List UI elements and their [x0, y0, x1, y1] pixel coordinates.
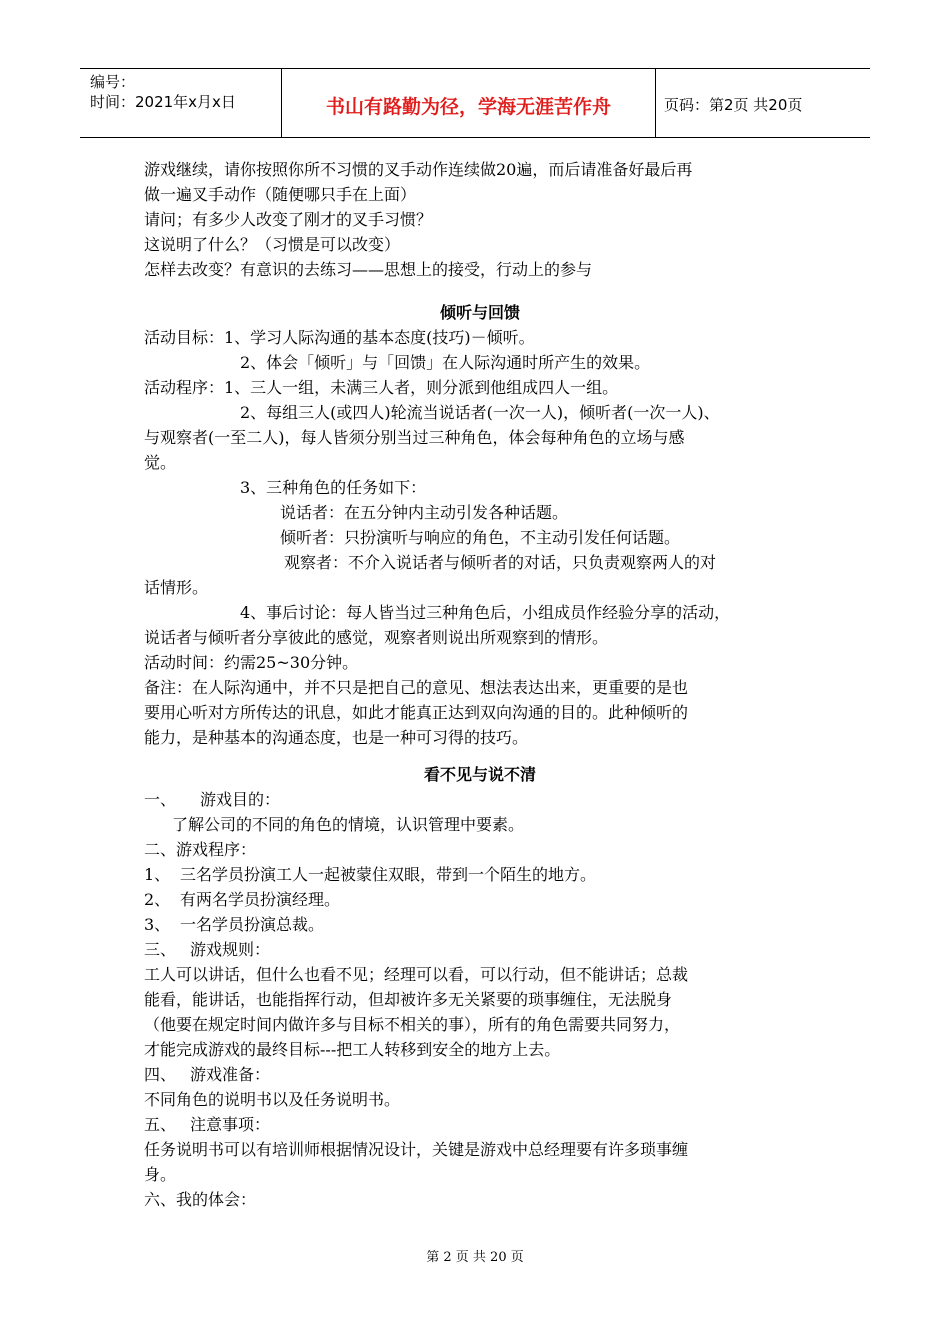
activity-procedure: 与观察者(一至二人)，每人皆须分别当过三种角色，体会每种角色的立场与感 — [144, 428, 685, 447]
document-date: 时间：2021年x月x日 — [90, 93, 236, 111]
heading-text: 注意事项： — [190, 1115, 271, 1134]
intro-line: 游戏继续，请你按照你所不习惯的叉手动作连续做20遍，而后请准备好最后再 — [144, 160, 693, 179]
role-description: 话情形。 — [144, 578, 209, 597]
heading-text: 游戏规则： — [190, 940, 271, 959]
game-heading — [144, 937, 816, 962]
game-notes: 身。 — [144, 1165, 177, 1184]
role-description: 说话者：在五分钟内主动引发各种话题。 — [280, 503, 569, 522]
activity-time: 活动时间：约需25~30分钟。 — [144, 653, 359, 672]
intro-line: 这说明了什么？（习惯是可以改变） — [144, 235, 401, 254]
activity-procedure: 活动程序：1、三人一组，未满三人者，则分派到他组成四人一组。 — [144, 378, 619, 397]
heading-number: 四、 — [144, 1065, 177, 1084]
intro-line: 请问；有多少人改变了刚才的叉手习惯？ — [144, 210, 433, 229]
game-step — [144, 887, 816, 912]
step-number: 1、 — [144, 865, 171, 884]
game-step — [144, 912, 816, 937]
document-number-label: 编号： — [90, 73, 136, 91]
heading-number: 五、 — [144, 1115, 177, 1134]
step-text: 三名学员扮演工人一起被蒙住双眼，带到一个陌生的地方。 — [180, 865, 597, 884]
heading-text: 游戏目的： — [200, 790, 281, 809]
activity-procedure: 3、三种角色的任务如下： — [240, 478, 427, 497]
game-rules: （他要在规定时间内做许多与目标不相关的事），所有的角色需要共同努力， — [144, 1015, 681, 1034]
role-description: 观察者：不介入说话者与倾听者的对话，只负责观察两人的对 — [284, 553, 717, 572]
activity-procedure: 说话者与倾听者分享彼此的感觉，观察者则说出所观察到的情形。 — [144, 628, 609, 647]
section-title: 倾听与回馈 — [439, 303, 520, 322]
activity-procedure: 2、每组三人(或四人)轮流当说话者(一次一人)，倾听者(一次一人)、 — [240, 403, 720, 422]
role-description: 倾听者：只扮演听与响应的角色，不主动引发任何话题。 — [280, 528, 681, 547]
activity-note: 要用心听对方所传达的讯息，如此才能真正达到双向沟通的目的。此种倾听的 — [144, 703, 689, 722]
section-title: 看不见与说不清 — [423, 765, 536, 784]
activity-note: 备注：在人际沟通中，并不只是把自己的意见、想法表达出来，更重要的是也 — [144, 678, 689, 697]
game-heading: 二、游戏程序： — [144, 840, 257, 859]
game-heading — [144, 1062, 816, 1087]
intro-line: 做一遍叉手动作（随便哪只手在上面） — [144, 185, 417, 204]
game-step — [144, 862, 816, 887]
page-footer: 第 2 页 共 20 页 — [426, 1250, 524, 1265]
heading-text: 游戏准备： — [190, 1065, 271, 1084]
game-preparation: 不同角色的说明书以及任务说明书。 — [144, 1090, 401, 1109]
game-notes: 任务说明书可以有培训师根据情况设计，关键是游戏中总经理要有许多琐事缠 — [144, 1140, 689, 1159]
header-motto: 书山有路勤为径，学海无涯苦作舟 — [282, 69, 656, 137]
step-number: 3、 — [144, 915, 171, 934]
game-purpose: 了解公司的不同的角色的情境，认识管理中要素。 — [172, 815, 525, 834]
step-text: 有两名学员扮演经理。 — [180, 890, 341, 909]
activity-procedure: 4、事后讨论：每人皆当过三种角色后，小组成员作经验分享的活动， — [240, 603, 731, 622]
intro-line: 怎样去改变？有意识的去练习——思想上的接受，行动上的参与 — [144, 260, 593, 279]
document-body — [144, 157, 816, 1212]
header-meta — [80, 69, 282, 137]
step-number: 2、 — [144, 890, 171, 909]
game-heading — [144, 1112, 816, 1137]
heading-number: 三、 — [144, 940, 177, 959]
game-heading — [144, 787, 816, 812]
activity-goal: 活动目标：1、学习人际沟通的基本态度(技巧)－倾听。 — [144, 328, 535, 347]
heading-number: 一、 — [144, 790, 177, 809]
activity-goal: 2、体会「倾听」与「回馈」在人际沟通时所产生的效果。 — [240, 353, 651, 372]
activity-note: 能力，是种基本的沟通态度，也是一种可习得的技巧。 — [144, 728, 529, 747]
game-rules: 才能完成游戏的最终目标---把工人转移到安全的地方上去。 — [144, 1040, 561, 1059]
step-text: 一名学员扮演总裁。 — [180, 915, 325, 934]
game-rules: 工人可以讲话，但什么也看不见；经理可以看，可以行动，但不能讲话；总裁 — [144, 965, 689, 984]
header-page-info: 页码：第2页 共20页 — [664, 96, 803, 114]
game-rules: 能看，能讲话，也能指挥行动，但却被许多无关紧要的琐事缠住，无法脱身 — [144, 990, 673, 1009]
game-heading: 六、我的体会： — [144, 1190, 257, 1209]
activity-procedure: 觉。 — [144, 453, 177, 472]
page-header — [80, 68, 870, 138]
